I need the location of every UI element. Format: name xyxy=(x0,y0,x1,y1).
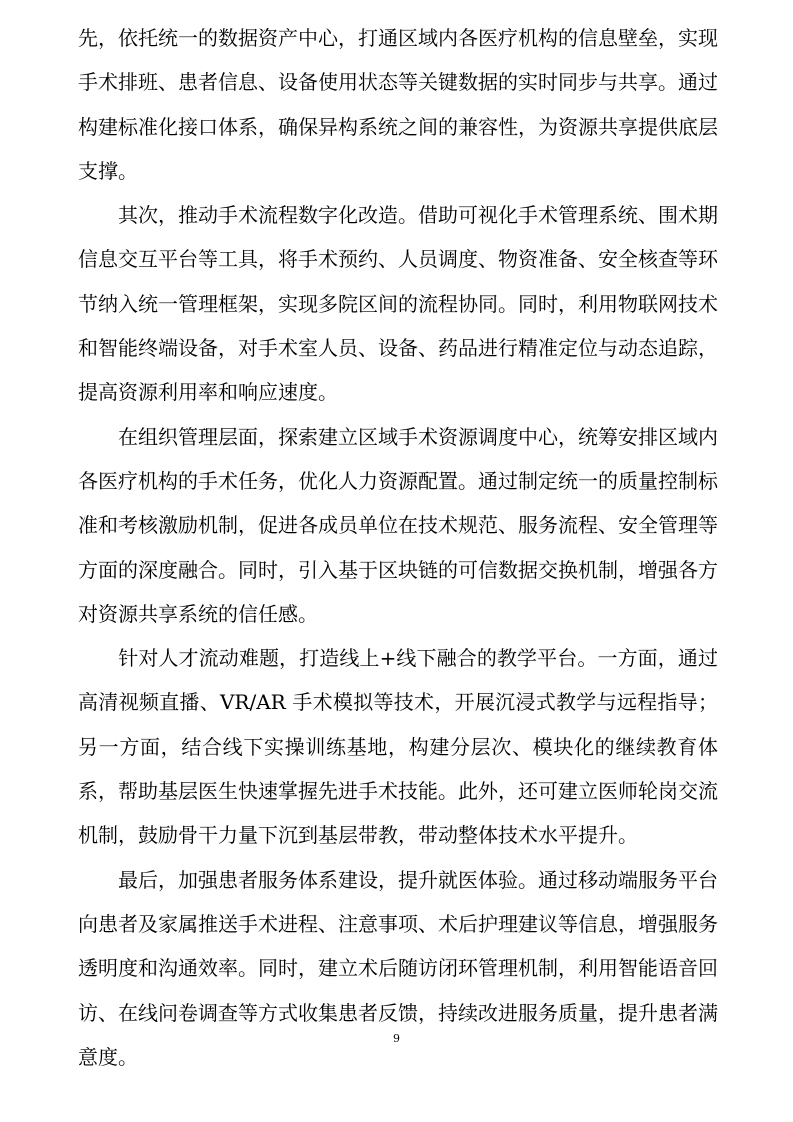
text-line: 高清视频直播、VR/AR 手术模拟等技术，开展沉浸式教学与远程指导； xyxy=(78,690,718,715)
paragraph-3 xyxy=(78,415,718,636)
text-line: 系，帮助基层医生快速掌握先进手术技能。此外，还可建立医师轮岗交流 xyxy=(78,779,718,804)
text-line: 透明度和沟通效率。同时，建立术后随访闭环管理机制，利用智能语音回 xyxy=(78,956,718,981)
paragraph-1 xyxy=(78,16,718,193)
text-line: 支撑。 xyxy=(78,158,138,183)
text-line: 提高资源利用率和响应速度。 xyxy=(78,380,338,405)
text-line: 和智能终端设备，对手术室人员、设备、药品进行精准定位与动态追踪， xyxy=(78,336,718,361)
text-line: 另一方面，结合线下实操训练基地，构建分层次、模块化的继续教育体 xyxy=(78,734,718,759)
text-line: 手术排班、患者信息、设备使用状态等关键数据的实时同步与共享。通过 xyxy=(78,70,718,95)
text-line: 其次，推动手术流程数字化改造。借助可视化手术管理系统、围术期 xyxy=(78,203,718,228)
text-line: 最后，加强患者服务体系建设，提升就医体验。通过移动端服务平台 xyxy=(78,867,718,892)
text-line: 节纳入统一管理框架，实现多院区间的流程协同。同时，利用物联网技术 xyxy=(78,291,718,316)
text-line: 构建标准化接口体系，确保异构系统之间的兼容性，为资源共享提供底层 xyxy=(78,114,718,139)
text-line: 向患者及家属推送手术进程、注意事项、术后护理建议等信息，增强服务 xyxy=(78,911,718,936)
text-line: 机制，鼓励骨干力量下沉到基层带教，带动整体技术水平提升。 xyxy=(78,823,638,848)
text-line: 各医疗机构的手术任务，优化人力资源配置。通过制定统一的质量控制标 xyxy=(78,468,718,493)
text-line: 先，依托统一的数据资产中心，打通区域内各医疗机构的信息壁垒，实现 xyxy=(78,26,718,50)
paragraph-4 xyxy=(78,636,718,857)
text-line: 针对人才流动难题，打造线上+线下融合的教学平台。一方面，通过 xyxy=(78,646,718,671)
text-line: 准和考核激励机制，促进各成员单位在技术规范、服务流程、安全管理等 xyxy=(78,513,718,538)
text-line: 对资源共享系统的信任感。 xyxy=(78,601,318,626)
paragraph-2 xyxy=(78,193,718,414)
text-line: 访、在线问卷调查等方式收集患者反馈，持续改进服务质量，提升患者满 xyxy=(78,1000,718,1025)
text-line: 信息交互平台等工具，将手术预约、人员调度、物资准备、安全核查等环 xyxy=(78,247,718,272)
text-line: 方面的深度融合。同时，引入基于区块链的可信数据交换机制，增强各方 xyxy=(78,557,718,582)
paragraph-5 xyxy=(78,858,718,1079)
text-line: 意度。 xyxy=(78,1044,138,1069)
text-line: 在组织管理层面，探索建立区域手术资源调度中心，统筹安排区域内 xyxy=(78,424,718,449)
body-text xyxy=(78,16,718,1079)
page-number: 9 xyxy=(393,1032,400,1045)
